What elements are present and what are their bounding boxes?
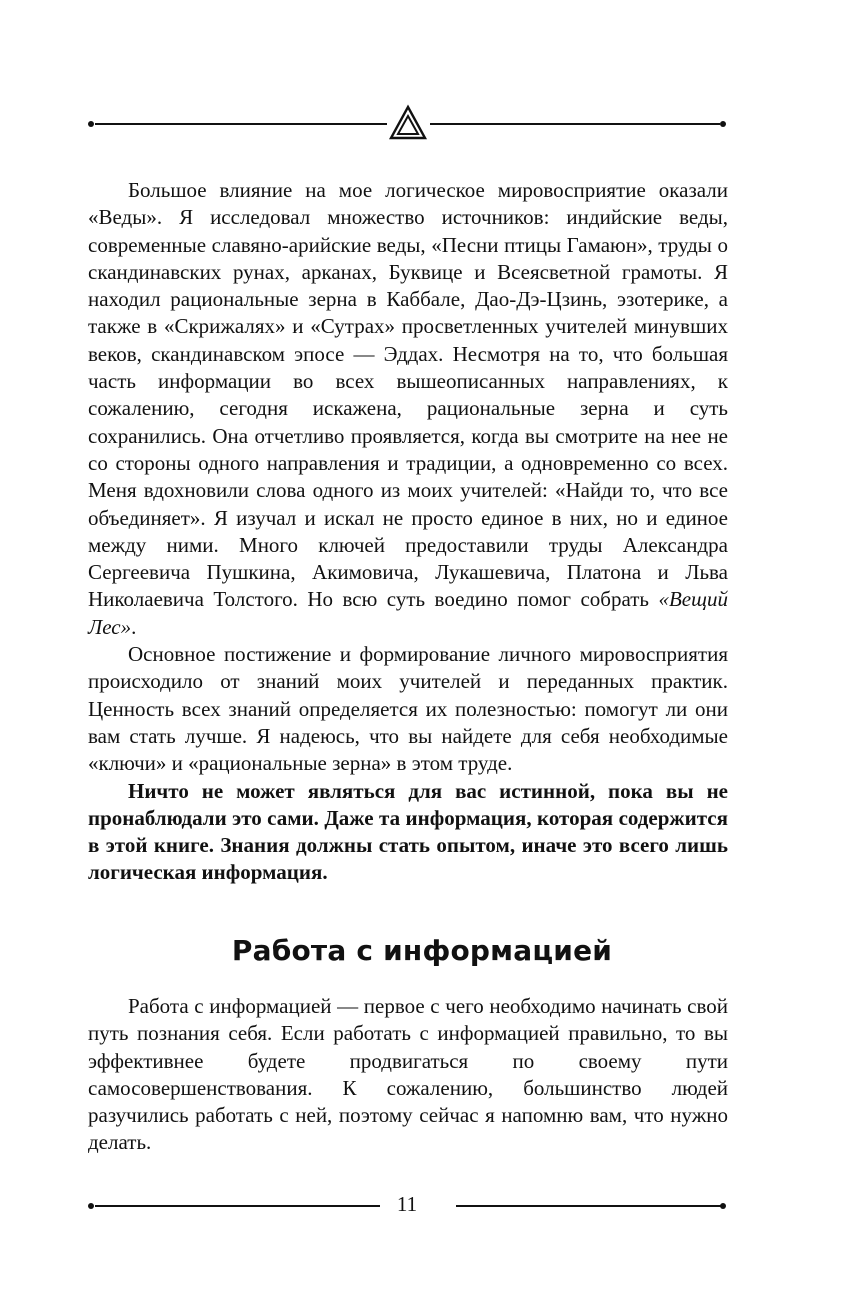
paragraph-1-text: Большое влияние на мое логическое мировосприятие оказали «Веды». Я исследовал множество источников: индийские веды, современные славяно-арийские веды, «Песни птицы Гамаюн», труды о скандинавских рунах, арканах, Буквице и Всеясветной грамоты. Я находил рациональные зерна в Каббале, Дао-Дэ-Цзинь, эзотерике, а также в «Скрижалях» и «Сутрах» просветленных учителей минувших веков, скандинавском эпосе — Эддах. Несмотря на то, что большая часть информации во всех вышеописанных направлениях, к сожалению, сегодня искажена, рациональные зерна и суть сохранились. Она отчетливо проявляется, когда вы смотрите на нее не со стороны одного направления и традиции, а одновременно со всех. Меня вдохновили слова одного из моих учителей: «Найди то, что все объединяет». Я изучал и искал не просто единое в них, но и единое между ними. Много ключей предоставили труды Александра Сергеевича Пушкина, Акимовича, Лукашевича, Платона и Льва Николаевича Толстого. Но всю суть воедино помог собрать: [88, 178, 728, 612]
top-rule-left: [95, 123, 387, 125]
left-dot: [88, 121, 94, 127]
footer-rule-right: [456, 1205, 721, 1207]
footer-rule-left: [95, 1205, 380, 1207]
right-dot: [720, 121, 726, 127]
paragraph-3-bold: Ничто не может являться для вас истинной, пока вы не пронаблюдали это сами. Даже та информация, которая содержится в этой книге. Знания должны стать опытом, иначе это всего лишь логическая информация.: [88, 778, 728, 885]
page-number: 11: [396, 1192, 418, 1216]
paragraph-1-end: .: [131, 614, 137, 639]
body-text: [88, 177, 728, 887]
triangle-icon: [388, 103, 428, 143]
section-text: [88, 993, 728, 1157]
top-rule-right: [430, 123, 720, 125]
section-heading: Работа с информацией: [231, 934, 613, 967]
top-ornament: [0, 0, 844, 140]
footer-left-dot: [88, 1203, 94, 1209]
section-paragraph: Работа с информацией — первое с чего необходимо начинать свой путь познания себя. Если работать с информацией правильно, то вы эффективнее будете продвигаться по своему пути самосовершенствования. К сожалению, большинство людей разучились работать с ней, поэтому сейчас я напомню вам, что нужно делать.: [88, 994, 728, 1155]
footer-right-dot: [720, 1203, 726, 1209]
paragraph-1: [88, 177, 728, 641]
vesh-les-title: «Вещий Лес»: [88, 587, 728, 639]
paragraph-2: Основное постижение и формирование личного мировосприятия происходило от знаний моих учителей и переданных практик. Ценность всех знаний определяется их полезностью: помогут ли они вам стать лучше. Я надеюсь, что вы найдете для себя необходимые «ключи» и «рациональные зерна» в этом труде.: [88, 642, 728, 776]
